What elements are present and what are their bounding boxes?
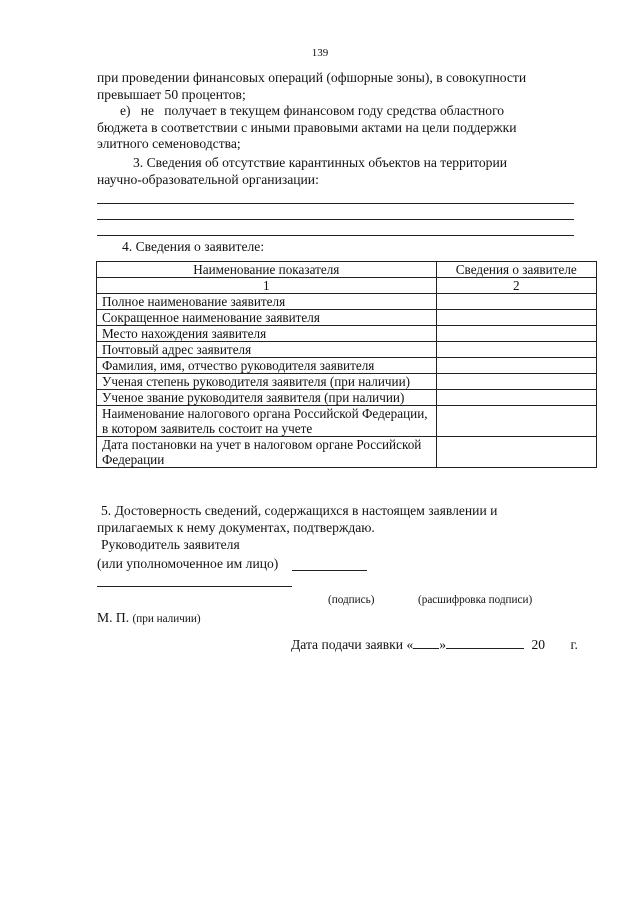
row-label: Дата постановки на учет в налоговом органе Российской Федерации <box>97 437 437 468</box>
row-value-cell[interactable] <box>436 310 596 326</box>
day-blank[interactable] <box>413 637 439 649</box>
section-4-heading: 4. Сведения о заявителе: <box>122 239 265 254</box>
month-blank[interactable] <box>446 637 524 649</box>
table-row <box>97 310 597 326</box>
stamp-label: М. П. <box>97 610 130 625</box>
paragraph-offshore <box>97 70 577 103</box>
row-label: Фамилия, имя, отчество руководителя заявителя <box>97 358 437 374</box>
text-line: превышает 50 процентов; <box>97 86 246 102</box>
paragraph-budget <box>97 103 577 153</box>
paragraph-quarantine <box>97 155 577 188</box>
text-line: прилагаемых к нему документах, подтверждаю. <box>97 519 375 535</box>
table-row <box>97 406 597 437</box>
text-line: при проведении финансовых операций (офшорные зоны), в совокупности <box>97 70 527 85</box>
row-label: Почтовый адрес заявителя <box>97 342 437 358</box>
table-number-row <box>97 278 597 294</box>
text-line: бюджета в соответствии с иными правовыми актами на цели поддержки <box>97 119 517 135</box>
signature-decode-caption: (расшифровка подписи) <box>418 594 533 606</box>
paragraph-confirmation <box>97 503 580 536</box>
row-value-cell[interactable] <box>436 390 596 406</box>
table-column-number: 2 <box>436 278 596 294</box>
table-row <box>97 342 597 358</box>
table-row <box>97 390 597 406</box>
row-value-cell[interactable] <box>436 326 596 342</box>
table-header-info: Сведения о заявителе <box>436 262 596 278</box>
signature-caption: (подпись) <box>328 594 375 606</box>
text-line: е) не получает в текущем финансовом году средства областного <box>120 103 505 118</box>
submission-label: Дата подачи заявки « <box>291 637 414 652</box>
row-label: Полное наименование заявителя <box>97 294 437 310</box>
table-row <box>97 437 597 468</box>
row-value-cell[interactable] <box>436 294 596 310</box>
table-header-indicator: Наименование показателя <box>97 262 437 278</box>
table-row <box>97 294 597 310</box>
row-value-cell[interactable] <box>436 374 596 390</box>
row-label: Место нахождения заявителя <box>97 326 437 342</box>
row-label: Сокращенное наименование заявителя <box>97 310 437 326</box>
row-label: Ученая степень руководителя заявителя (при наличии) <box>97 374 437 390</box>
row-label: Наименование налогового органа Российской Федерации, в котором заявитель состоит на учете <box>97 406 437 437</box>
page-number: 139 <box>311 47 329 59</box>
row-value-cell[interactable] <box>436 342 596 358</box>
submission-date <box>291 637 578 653</box>
fill-line[interactable] <box>97 219 574 220</box>
table-header-row <box>97 262 597 278</box>
table-row <box>97 358 597 374</box>
text-line: 5. Достоверность сведений, содержащихся в настоящем заявлении и <box>101 503 498 518</box>
row-label: Ученое звание руководителя заявителя (при наличии) <box>97 390 437 406</box>
close-quote: » <box>439 637 447 652</box>
signature-line[interactable] <box>97 586 292 587</box>
stamp-block <box>97 610 201 626</box>
signatory-subtitle: (или уполномоченное им лицо) <box>97 556 279 571</box>
signatory-name-line[interactable] <box>292 570 367 571</box>
stamp-note: (при наличии) <box>132 613 201 625</box>
fill-line[interactable] <box>97 235 574 236</box>
row-value-cell[interactable] <box>436 437 596 468</box>
year-prefix: 20 <box>531 637 546 652</box>
fill-line[interactable] <box>97 203 574 204</box>
table-column-number: 1 <box>97 278 437 294</box>
text-line: элитного семеноводства; <box>97 136 241 151</box>
table-row <box>97 374 597 390</box>
text-line: научно-образовательной организации: <box>97 171 319 187</box>
year-suffix: г. <box>570 637 578 652</box>
applicant-info-table <box>96 261 597 468</box>
text-line: 3. Сведения об отсутствие карантинных объектов на территории <box>133 155 508 170</box>
table-row <box>97 326 597 342</box>
row-value-cell[interactable] <box>436 358 596 374</box>
signatory-title: Руководитель заявителя <box>101 537 240 552</box>
row-value-cell[interactable] <box>436 406 596 437</box>
